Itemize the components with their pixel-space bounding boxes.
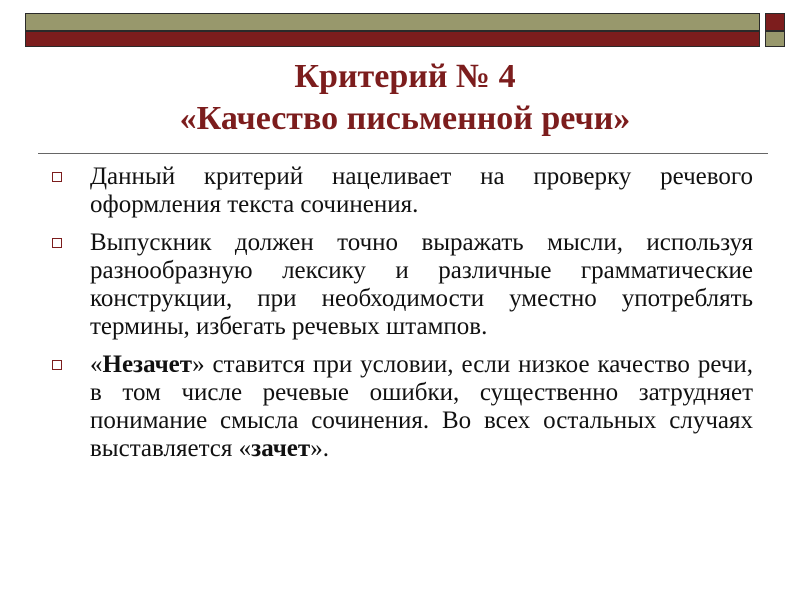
bullet-bold-nezachet: Незачет [102,351,193,378]
bullet-text-middle: ставится при условии, если низкое качество речи, в том числе речевые ошибки, существенно затрудняет понимание смысла сочинения. Во всех остальных случаях выставляется [90,351,753,462]
bullet-item-3 [48,351,753,463]
bullet-text-quote-open: « [90,351,103,378]
bullet-bold-zachet: зачет [251,435,311,462]
square-bullet-icon [52,238,62,248]
title-line-1: Критерий № 4 [294,58,516,95]
square-bullet-icon [52,360,62,370]
bullet-text: Данный критерий нацеливает на проверку речевого оформления текста сочинения. [90,163,753,218]
square-bullet-icon [52,172,62,182]
bullet-list [48,163,753,473]
title-line-2: «Качество письменной речи» [179,100,631,137]
bullet-text: Выпускник должен точно выражать мысли, используя разнообразную лексику и различные грамматические конструкции, при необходимости уместно употреблять термины, избегать речевых штампов. [90,229,753,340]
header-bar-red [25,31,760,47]
header-square-red [765,13,785,31]
bullet-text-quote-open-2: « [238,435,252,462]
title-divider [38,153,768,154]
bullet-item-1 [48,163,753,219]
bullet-text-end: ». [310,435,329,462]
bullet-text-quote-close: » [192,351,205,378]
header-square-olive [765,31,785,47]
slide-title [40,56,770,140]
bullet-item-2 [48,229,753,341]
header-bar-olive [25,13,760,31]
